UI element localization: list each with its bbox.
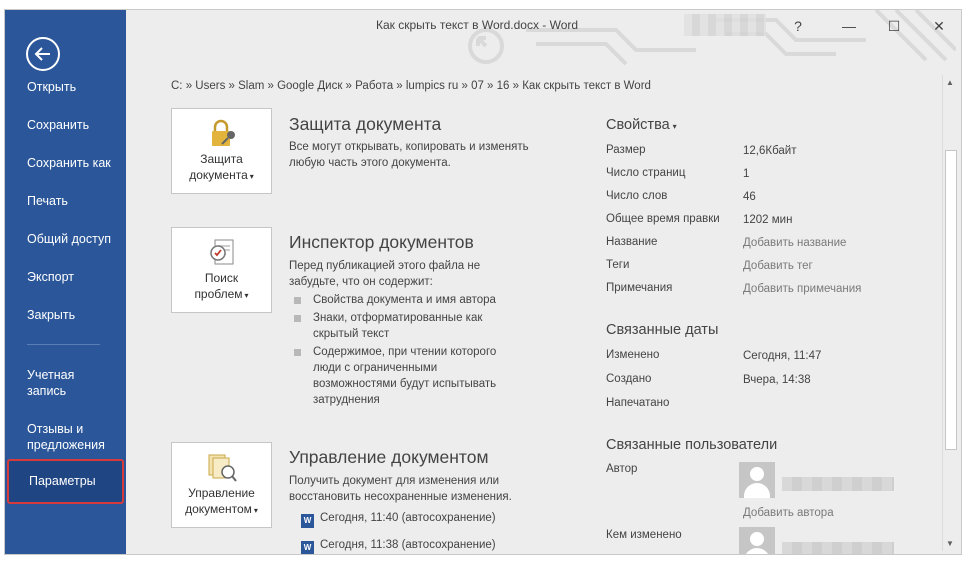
list-item: Свойства документа и имя автора [291, 292, 511, 308]
prop-name: Напечатано [606, 397, 670, 409]
scroll-down-icon[interactable]: ▼ [946, 539, 954, 548]
version-label: Сегодня, 11:38 (автосохранение) [320, 539, 496, 551]
avatar [739, 462, 775, 498]
nav-account[interactable] [27, 367, 74, 399]
manage-tile-line2 [172, 501, 271, 519]
nav-share[interactable]: Общий доступ [27, 232, 111, 246]
title-bar [126, 10, 961, 48]
nav-account-line1: Учетная [27, 368, 75, 382]
arrow-left-icon [34, 45, 52, 63]
nav-save-as[interactable]: Сохранить как [27, 156, 111, 170]
nav-feedback-line1: Отзывы и [27, 422, 84, 436]
prop-name: Кем изменено [606, 529, 682, 541]
manage-tile-line1: Управление [188, 486, 255, 500]
add-comments-field[interactable]: Добавить примечания [743, 283, 862, 295]
protect-tile-label [172, 151, 271, 185]
prop-name: Число страниц [606, 167, 686, 179]
protect-title: Защита документа [289, 114, 442, 134]
manage-document-button[interactable] [171, 442, 272, 528]
manage-tile-line2-text: документом [185, 502, 252, 516]
chevron-down-icon: ▾ [249, 172, 254, 181]
add-title-field[interactable]: Добавить название [743, 237, 847, 249]
manage-tile-label [172, 485, 271, 519]
scroll-up-icon[interactable]: ▲ [946, 78, 954, 87]
word-doc-icon: W [301, 541, 314, 555]
inspect-tile-line2 [172, 286, 271, 304]
avatar [739, 527, 775, 555]
nav-open[interactable]: Открыть [27, 80, 77, 94]
nav-print[interactable]: Печать [27, 194, 68, 208]
manage-document-icon [206, 453, 238, 483]
prop-name: Название [606, 236, 658, 248]
version-item[interactable] [301, 512, 496, 528]
protect-description: Все могут открывать, копировать и изменять любую часть этого документа. [289, 141, 529, 169]
scrollbar-thumb[interactable] [945, 150, 957, 450]
window-title: Как скрыть текст в Word.docx - Word [376, 18, 579, 32]
prop-name: Изменено [606, 349, 660, 361]
list-item: Знаки, отформатированные как скрытый текст [291, 310, 511, 342]
nav-options[interactable] [7, 459, 124, 504]
word-doc-icon: W [301, 514, 314, 528]
add-tag-field[interactable]: Добавить тег [743, 260, 813, 272]
prop-value: Сегодня, 11:47 [743, 350, 822, 362]
protect-tile-line2-text: документа [189, 168, 248, 182]
lock-key-icon [206, 119, 238, 149]
protect-tile-line2 [172, 167, 271, 185]
prop-name: Число слов [606, 190, 668, 202]
prop-name: Общее время правки [606, 213, 720, 225]
version-label: Сегодня, 11:40 (автосохранение) [320, 512, 496, 524]
add-author-link[interactable]: Добавить автора [743, 507, 834, 519]
inspect-description: Перед публикацией этого файла не забудьте, что он содержит: [289, 260, 481, 288]
prop-name: Теги [606, 259, 630, 271]
nav-feedback-line2: предложения [27, 438, 105, 452]
inspect-tile-label [172, 270, 271, 304]
manage-description: Получить документ для изменения или восстановить несохраненные изменения. [289, 475, 512, 503]
close-button[interactable]: ✕ [933, 18, 945, 34]
nav-account-line2: запись [27, 384, 67, 398]
inspect-tile-line2-text: проблем [194, 287, 243, 301]
chevron-down-icon: ▾ [253, 506, 258, 515]
nav-divider [27, 344, 100, 345]
inspect-title: Инспектор документов [289, 232, 474, 252]
prop-name: Примечания [606, 282, 673, 294]
prop-name: Размер [606, 144, 646, 156]
list-item: Содержимое, при чтении которого люди с ограниченными возможностями будут испытывать затруднения [291, 344, 511, 408]
prop-value: 1 [743, 168, 750, 180]
nav-options-label: Параметры [29, 474, 96, 488]
prop-name: Создано [606, 373, 652, 385]
minimize-button[interactable]: — [842, 18, 856, 34]
properties-heading[interactable] [606, 117, 677, 133]
prop-value: 46 [743, 191, 756, 203]
prop-name: Автор [606, 463, 638, 475]
nav-feedback[interactable] [27, 421, 105, 453]
related-people-heading: Связанные пользователи [606, 437, 778, 453]
protect-tile-line1: Защита [200, 152, 243, 166]
chevron-down-icon: ▾ [672, 122, 677, 131]
chevron-down-icon: ▾ [244, 291, 249, 300]
inspect-bullet-list [291, 292, 511, 410]
prop-value: 12,6Кбайт [743, 145, 797, 157]
nav-close[interactable]: Закрыть [27, 308, 76, 322]
nav-export[interactable]: Экспорт [27, 270, 74, 284]
account-name-blurred [684, 14, 766, 36]
properties-heading-text: Свойства [606, 117, 670, 133]
nav-save[interactable]: Сохранить [27, 118, 90, 132]
version-item[interactable] [301, 539, 496, 555]
file-path-breadcrumb[interactable]: C: » Users » Slam » Google Диск » Работа » lumpics ru » 07 » 16 » Как скрыть текст в Word [171, 80, 651, 92]
modifier-name-blurred [782, 542, 894, 555]
related-dates-heading: Связанные даты [606, 322, 719, 338]
author-name-blurred [782, 477, 894, 491]
prop-value: 1202 мин [743, 214, 793, 226]
manage-title: Управление документом [289, 447, 489, 467]
check-issues-button[interactable] [171, 227, 272, 313]
word-window [4, 9, 962, 555]
maximize-button[interactable]: ☐ [887, 18, 901, 34]
back-button[interactable] [26, 37, 60, 71]
protect-document-button[interactable] [171, 108, 272, 194]
vertical-scrollbar[interactable] [942, 75, 958, 551]
backstage-sidebar [5, 10, 126, 554]
prop-value: Вчера, 14:38 [743, 374, 811, 386]
help-button[interactable]: ? [794, 18, 802, 34]
inspect-document-icon [206, 238, 238, 268]
inspect-tile-line1: Поиск [204, 271, 239, 285]
